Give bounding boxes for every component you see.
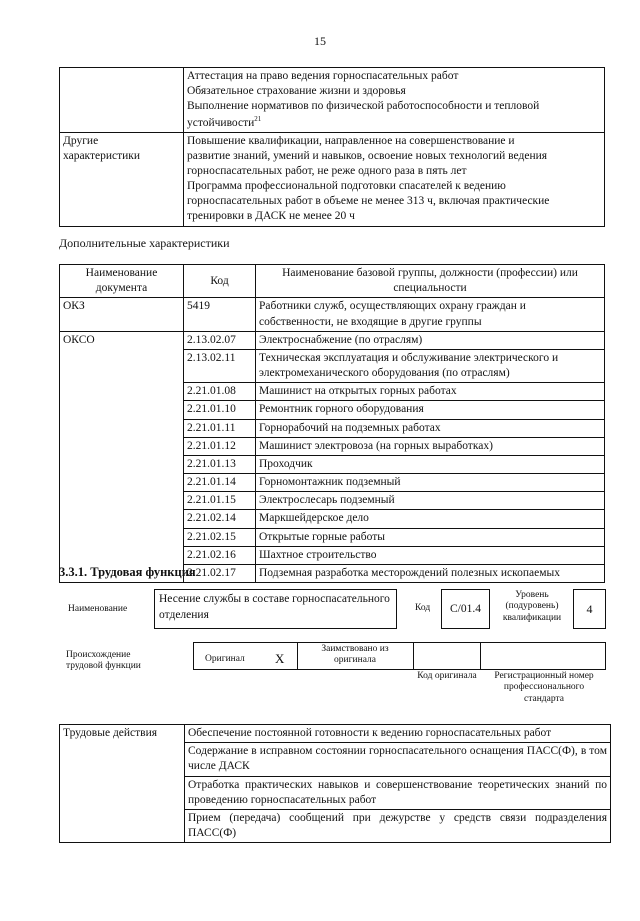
okso-code: 2.21.02.15 <box>184 528 256 546</box>
original-label: Оригинал <box>205 654 245 664</box>
other-characteristics-label <box>60 132 184 226</box>
okso-code: 2.21.01.14 <box>184 474 256 492</box>
text-line: устойчивости <box>187 116 255 129</box>
empty-cell <box>60 68 184 133</box>
okso-name: Ремонтник горного оборудования <box>256 401 605 419</box>
table-row <box>60 132 605 226</box>
function-name-box: Несение службы в составе горноспасательного отделения <box>154 589 397 629</box>
okso-name: Маркшейдерское дело <box>256 510 605 528</box>
table-row <box>60 725 611 743</box>
action-item: Отработка практических навыков и совершенствование теоретических знаний по проведению горноспасательных работ <box>185 776 611 809</box>
okso-name: Электрослесарь подземный <box>256 492 605 510</box>
text-line: тренировки в ДАСК не менее 20 ч <box>187 210 355 223</box>
okso-code: 2.21.02.16 <box>184 546 256 564</box>
okso-code: 2.21.01.11 <box>184 419 256 437</box>
code-original-caption: Код оригинала <box>417 671 477 681</box>
header-name: Наименование базовой группы, должности (профессии) или специальности <box>256 265 605 298</box>
header-document: Наименование документа <box>60 265 184 298</box>
grid-divider <box>413 642 414 670</box>
text-line: характеристики <box>63 149 141 162</box>
table-header-row <box>60 265 605 298</box>
text-line: Аттестация на право ведения горноспасательных работ <box>187 70 459 82</box>
okz-name: Работники служб, осуществляющих охрану граждан и собственности, не входящие в другие группы <box>256 298 605 331</box>
okso-code: 2.13.02.07 <box>184 331 256 349</box>
okso-name: Горномонтажник подземный <box>256 474 605 492</box>
grid-divider <box>297 642 298 670</box>
okso-code: 2.21.01.08 <box>184 383 256 401</box>
action-item: Обеспечение постоянной готовности к ведению горноспасательных работ <box>185 725 611 743</box>
function-code-box: С/01.4 <box>441 589 490 629</box>
code-label: Код <box>415 603 431 613</box>
footnote-marker: 21 <box>254 114 262 123</box>
text-line: горноспасательных работ в объеме не менее 313 ч, включая практические <box>187 195 550 208</box>
original-mark: X <box>275 651 285 666</box>
grid-divider <box>480 642 481 670</box>
okso-code: 2.21.01.10 <box>184 401 256 419</box>
text-line: Повышение квалификации, направленное на совершенствование и <box>187 134 515 147</box>
text-line: Программа профессиональной подготовки спасателей к ведению <box>187 180 506 193</box>
level-value-box: 4 <box>573 589 606 629</box>
labor-actions-table <box>59 724 611 843</box>
table-row <box>60 331 605 349</box>
action-item: Прием (передача) сообщений при дежурстве у средств связи подразделения ПАСС(Ф) <box>185 809 611 842</box>
top-characteristics-table <box>59 67 605 227</box>
additional-characteristics-title: Дополнительные характеристики <box>59 236 230 250</box>
reg-number-caption: Регистрационный номер профессионального стандарта <box>494 671 594 704</box>
page-number: 15 <box>314 34 326 48</box>
okso-name: Горнорабочий на подземных работах <box>256 419 605 437</box>
labor-actions-label: Трудовые действия <box>60 725 185 843</box>
text-line: Другие <box>63 134 99 147</box>
okso-code: 2.21.02.17 <box>184 564 256 582</box>
text-line: Выполнение нормативов по физической работоспособности и тепловой <box>187 100 540 113</box>
text-line: развитие знаний, умений и навыков, освоение новых технологий ведения <box>187 149 548 162</box>
text-line: Обязательное страхование жизни и здоровья <box>187 85 406 98</box>
action-item: Содержание в исправном состоянии горноспасательного оснащения ПАСС(Ф), в том числе ДАСК <box>185 743 611 776</box>
table-row <box>60 298 605 331</box>
okso-name: Электроснабжение (по отраслям) <box>256 331 605 349</box>
borrowed-label: Заимствовано из оригинала <box>321 644 389 666</box>
table-row <box>60 68 605 133</box>
okso-name: Открытые горные работы <box>256 528 605 546</box>
okso-code: 2.13.02.11 <box>184 349 256 382</box>
okso-name: Машинист на открытых горных работах <box>256 383 605 401</box>
okso-code: 2.21.02.14 <box>184 510 256 528</box>
name-label: Наименование <box>68 604 128 614</box>
certification-cell <box>184 68 605 133</box>
additional-characteristics-table <box>59 264 605 583</box>
okso-code: 2.21.01.15 <box>184 492 256 510</box>
okz-code: 5419 <box>184 298 256 331</box>
okso-doc: ОКСО <box>60 331 184 582</box>
okso-name: Техническая эксплуатация и обслуживание электрического и электромеханического оборудования (по отраслям) <box>256 349 605 382</box>
okso-code: 2.21.01.12 <box>184 437 256 455</box>
okz-doc: ОКЗ <box>60 298 184 331</box>
okso-name: Машинист электровоза (на горных выработках) <box>256 437 605 455</box>
okso-name: Проходчик <box>256 455 605 473</box>
header-code: Код <box>184 265 256 298</box>
okso-name: Подземная разработка месторождений полезных ископаемых <box>256 564 605 582</box>
okso-name: Шахтное строительство <box>256 546 605 564</box>
text-line: горноспасательных работ, не реже одного раза в пять лет <box>187 164 467 177</box>
origin-label: Происхождение трудовой функции <box>66 650 141 672</box>
section-title: 3.3.1. Трудовая функция <box>59 565 196 579</box>
okso-code: 2.21.01.13 <box>184 455 256 473</box>
level-label: Уровень (подуровень) квалификации <box>502 590 562 623</box>
other-characteristics-cell <box>184 132 605 226</box>
